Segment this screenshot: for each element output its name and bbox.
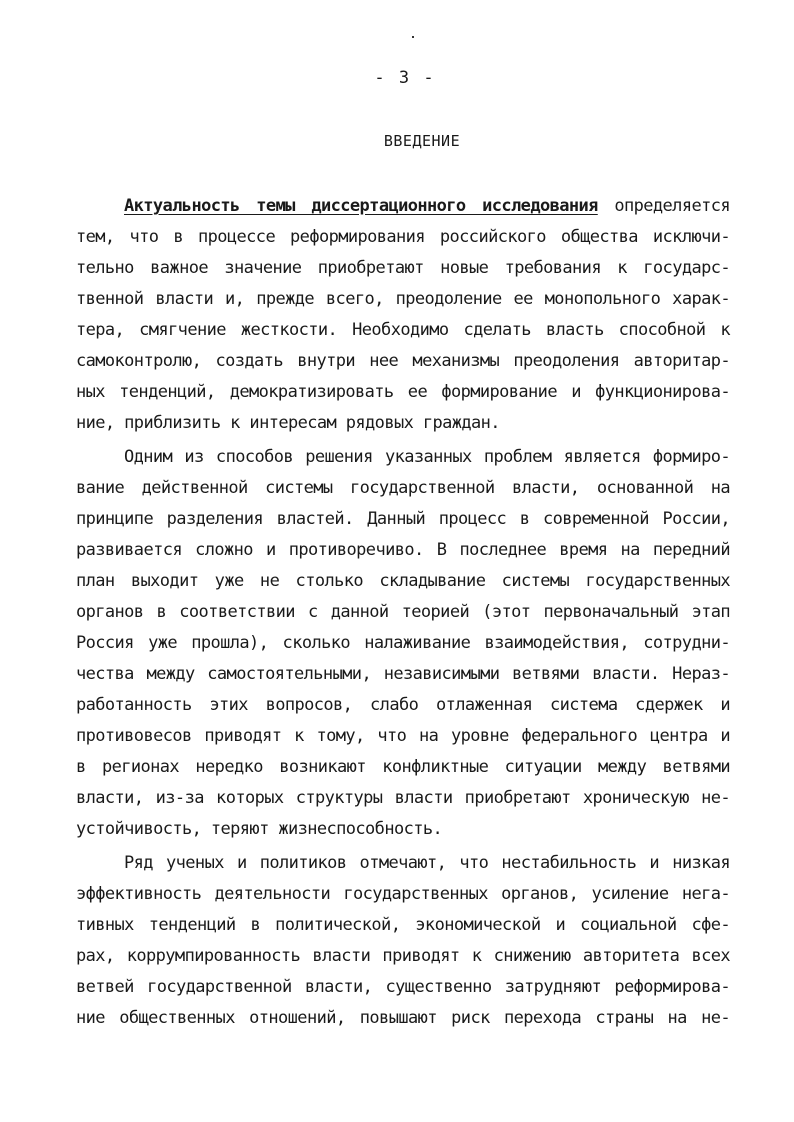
paragraph-2-line-8: чества между самостоятельными, независимыми ветвями власти. Нераз- xyxy=(76,664,730,684)
paragraph-2-line-1: Одним из способов решения указанных проблем является формиро- xyxy=(124,447,730,467)
lead-phrase: Актуальность темы диссертационного исследования xyxy=(124,196,598,216)
paragraph-1-line-2: тем, что в процессе реформирования российского общества исключи- xyxy=(76,227,730,247)
paragraph-2-line-2: вание действенной системы государственной власти, основанной на xyxy=(76,478,730,498)
paragraph-3-line-5: ветвей государственной власти, существенно затрудняют реформирова- xyxy=(76,977,730,997)
paragraph-2-line-4: развивается сложно и противоречиво. В последнее время на передний xyxy=(76,540,730,560)
scan-speck xyxy=(412,36,414,38)
paragraph-1-line-8: ние, приблизить к интересам рядовых граждан. xyxy=(76,413,500,433)
paragraph-3-line-4: рах, коррумпированность власти приводят к снижению авторитета всех xyxy=(76,946,730,966)
paragraph-3-line-3: тивных тенденций в политической, экономической и социальной сфе- xyxy=(76,915,730,935)
paragraph-3-line-6: ние общественных отношений, повышают риск перехода страны на не- xyxy=(76,1008,730,1028)
paragraph-1-line-4: твенной власти и, прежде всего, преодоление ее монопольного харак- xyxy=(76,289,730,309)
paragraph-3-line-1: Ряд ученых и политиков отмечают, что нестабильность и низкая xyxy=(124,853,730,873)
paragraph-2-line-12: власти, из-за которых структуры власти приобретают хроническую не- xyxy=(76,788,730,808)
paragraph-1-line-1 xyxy=(124,196,730,216)
paragraph-1-line-7: ных тенденций, демократизировать ее формирование и функционирова- xyxy=(76,382,730,402)
paragraph-2-line-3: принципе разделения властей. Данный процесс в современной России, xyxy=(76,509,730,529)
paragraph-2-line-7: Россия уже прошла), сколько налаживание взаимодействия, сотрудни- xyxy=(76,633,730,653)
paragraph-1-line-6: самоконтролю, создать внутри нее механизмы преодоления авторитар- xyxy=(76,351,730,371)
paragraph-3-line-2: эффективность деятельности государственных органов, усиление нега- xyxy=(76,884,730,904)
paragraph-1-line-3: тельно важное значение приобретают новые требования к государс- xyxy=(76,258,730,278)
paragraph-2-line-5: план выходит уже не столько складывание системы государственных xyxy=(76,571,730,591)
paragraph-2-line-6: органов в соответствии с данной теорией (этот первоначальный этап xyxy=(76,602,730,622)
page-number: - 3 - xyxy=(374,68,436,88)
paragraph-2-line-10: противовесов приводят к тому, что на уровне федерального центра и xyxy=(76,726,730,746)
paragraph-1-line-5: тера, смягчение жесткости. Необходимо сделать власть способной к xyxy=(76,320,730,340)
paragraph-2-line-13: устойчивость, теряют жизнеспособность. xyxy=(76,819,443,839)
lead-continuation: определяется xyxy=(614,196,730,216)
paragraph-2-line-9: работанность этих вопросов, слабо отлаженная система сдержек и xyxy=(76,695,730,715)
section-heading: ВВЕДЕНИЕ xyxy=(383,132,461,150)
paragraph-2-line-11: в регионах нередко возникают конфликтные ситуации между ветвями xyxy=(76,757,730,777)
